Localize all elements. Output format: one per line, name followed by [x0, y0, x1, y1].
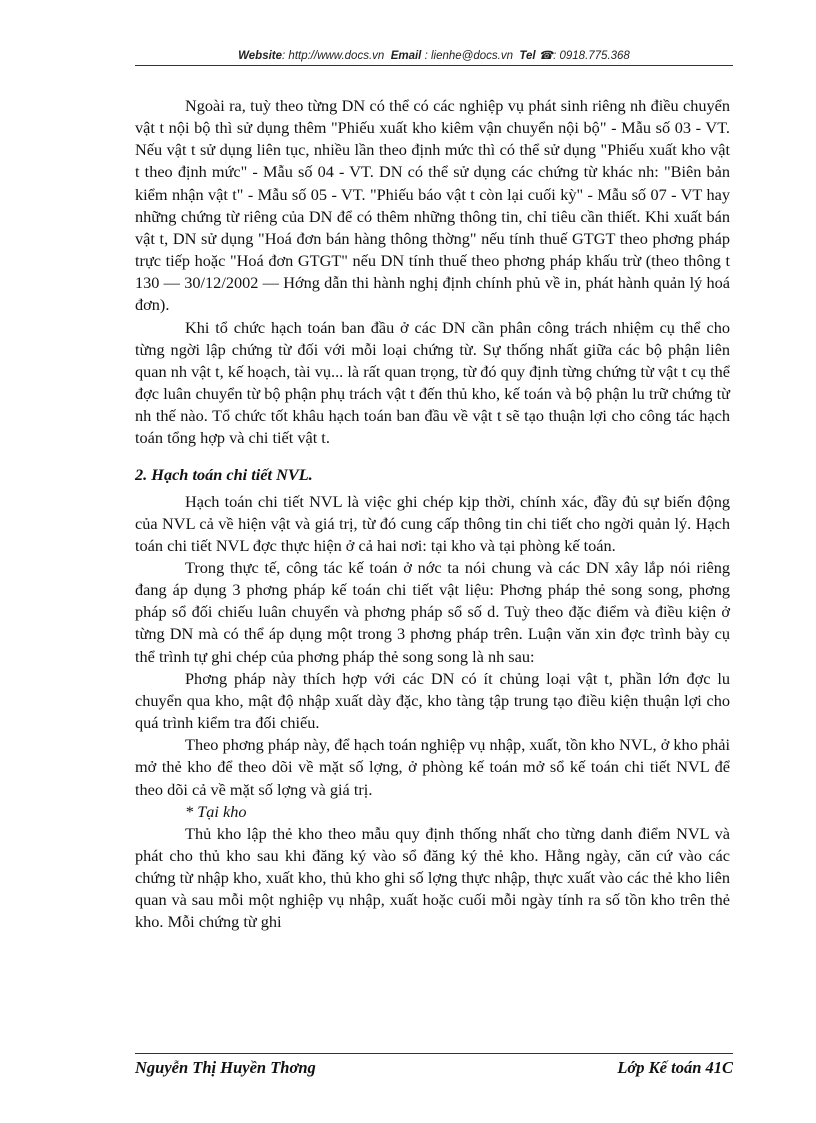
document-body: [135, 95, 730, 934]
paragraph-1: Ngoài ra, tuỳ theo từng DN có thể có các nghiệp vụ phát sinh riêng nh điều chuyển vật t nội bộ thì sử dụng thêm "Phiếu xuất kho kiêm vận chuyển nội bộ" - Mẫu số 03 - VT. Nếu vật t sử dụng liên tục, nhiều lần theo định mức thì có thể sử dụng "Phiếu xuất kho vật t theo định mức" - Mẫu số 04 - VT. DN có thể sử dụng các chứng từ khác nh: "Biên bản kiểm nhận vật t" - Mẫu số 05 - VT. "Phiếu báo vật t còn lại cuối kỳ" - Mẫu số 07 - VT hay những chứng từ riêng của DN để có thêm những thông tin, chỉ tiêu cần thiết. Khi xuất bán vật t, DN sử dụng "Hoá đơn bán hàng thông thờng" nếu tính thuế GTGT theo phơng pháp trực tiếp hoặc "Hoá đơn GTGT" nếu DN tính thuế theo phơng pháp khấu trừ (theo thông t 130 — 30/12/2002 — Hớng dẫn thi hành nghị định chính phủ về in, phát hành quản lý hoá đơn).: [135, 96, 730, 315]
footer-divider: [135, 1053, 733, 1054]
tel-label: Tel: [519, 50, 536, 62]
page-header: [135, 48, 733, 62]
paragraph-2: Khi tổ chức hạch toán ban đầu ở các DN cần phân công trách nhiệm cụ thể cho từng ngời lập chứng từ đối với mỗi loại chứng từ. Sự thống nhất giữa các bộ phận liên quan nh vật t, kế hoạch, tài vụ... là rất quan trọng, từ đó quy định từng chứng từ vật t cụ thể đợc luân chuyển từ bộ phận phụ trách vật t đến thủ kho, kế toán và bộ phận lu trữ chứng từ nh thế nào. Tổ chức tốt khâu hạch toán ban đầu về vật t sẽ tạo thuận lợi cho công tác hạch toán tổng hợp và chi tiết vật t.: [135, 317, 730, 448]
paragraph-4: Trong thực tế, công tác kế toán ở nớc ta nói chung và các DN xây lắp nói riêng đang áp dụng 3 phơng pháp kế toán chi tiết vật liệu: Phơng pháp thẻ song song, phơng pháp sổ đối chiếu luân chuyển và phơng pháp sổ số d. Tuỳ theo đặc điểm và điều kiện ở từng DN mà có thể áp dụng một trong 3 phơng pháp trên. Luận văn xin đợc trình bày cụ thể trình tự ghi chép của phơng pháp thẻ song song là nh sau:: [135, 557, 730, 666]
email-value[interactable]: : lienhe@docs.vn: [424, 50, 513, 62]
header-divider: [135, 65, 733, 66]
website-label: Website: [238, 50, 283, 62]
paragraph-3: Hạch toán chi tiết NVL là việc ghi chép kịp thời, chính xác, đầy đủ sự biến động của NVL cả về hiện vật và giá trị, từ đó cung cấp thông tin chi tiết cho ngời quản lý. Hạch toán chi tiết NVL đợc thực hiện ở cả hai nơi: tại kho và tại phòng kế toán.: [135, 491, 730, 555]
footer-class: Lớp Kế toán 41C: [617, 1058, 733, 1077]
website-value[interactable]: : http://www.docs.vn: [282, 50, 385, 62]
page-footer: [135, 1058, 733, 1078]
paragraph-5: Phơng pháp này thích hợp với các DN có ít chủng loại vật t, phần lớn đợc lu chuyển qua kho, mật độ nhập xuất dày đặc, kho tàng tập trung tạo điều kiện thuận lợi cho quá trình kiểm tra đối chiếu.: [135, 668, 730, 733]
footer-author: Nguyễn Thị Huyền Thơng: [135, 1058, 316, 1077]
paragraph-6: Theo phơng pháp này, để hạch toán nghiệp vụ nhập, xuất, tồn kho NVL, ở kho phải mở thẻ kho để theo dõi về mặt số lợng, ở phòng kế toán mở sổ kế toán chi tiết NVL để theo dõi cả về mặt số lợng và giá trị.: [135, 735, 730, 799]
section-heading: 2. Hạch toán chi tiết NVL.: [135, 464, 313, 484]
phone-icon: ☎: [538, 50, 554, 62]
tel-value: : 0918.775.368: [553, 50, 630, 62]
paragraph-7: Thủ kho lập thẻ kho theo mẫu quy định thống nhất cho từng danh điểm NVL và phát cho thủ kho sau khi đăng ký vào sổ đăng ký thẻ kho. Hằng ngày, căn cứ vào các chứng từ nhập kho, xuất kho, thủ kho ghi số lợng thực nhập, thực xuất vào các thẻ kho liên quan và sau mỗi một nghiệp vụ nhập, xuất hoặc cuối mỗi ngày tính ra số tồn kho trên thẻ kho. Mỗi chứng từ ghi: [135, 823, 730, 932]
subheading-tai-kho: * Tại kho: [185, 801, 247, 821]
email-label: Email: [390, 50, 422, 62]
